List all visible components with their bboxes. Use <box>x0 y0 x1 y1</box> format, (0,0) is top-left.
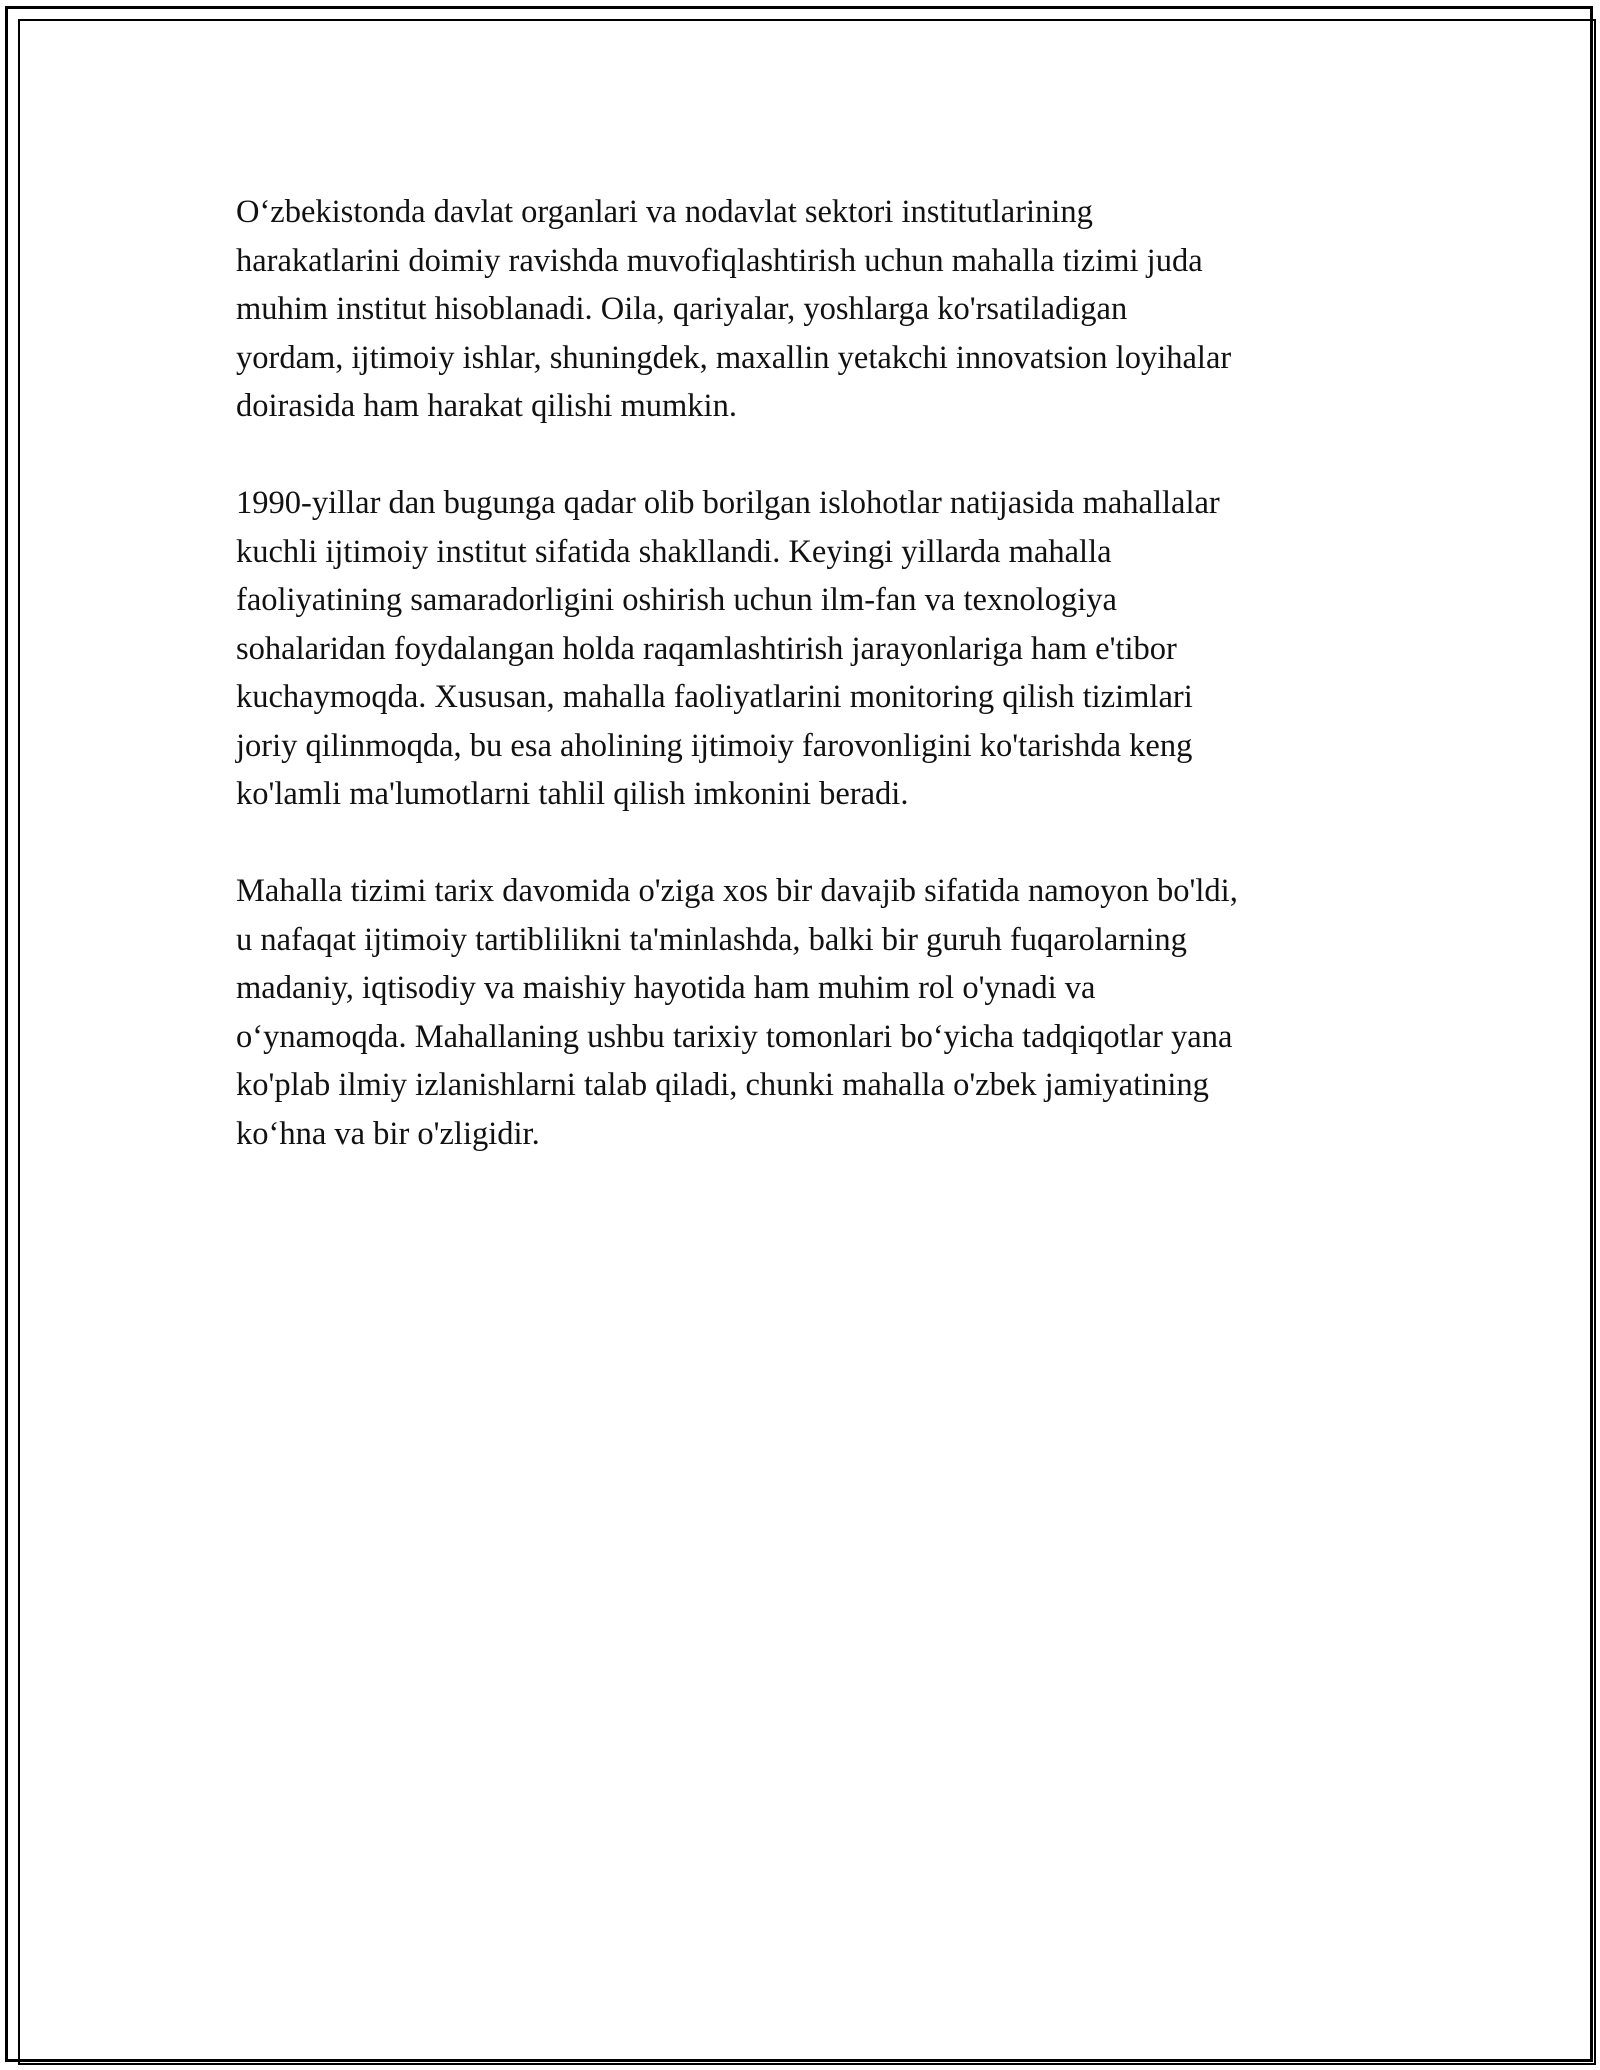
document-body <box>236 188 1396 1207</box>
paragraph-1: O‘zbekistonda davlat organlari va nodavlat sektori institutlarining harakatlarini doimiy ravishda muvofiqlashtirish uchun mahalla tizimi juda muhim institut hisoblanadi. Oila, qariyalar, yoshlarga ko'rsatiladigan yordam, ijtimoiy ishlar, shuningdek, maxallin yetakchi innovatsion loyihalar doirasida ham harakat qilishi mumkin. <box>236 194 1232 424</box>
paragraph-2: 1990-yillar dan bugunga qadar olib borilgan islohotlar natijasida mahallalar kuchli ijtimoiy institut sifatida shakllandi. Keyingi yillarda mahalla faoliyatining samaradorligini oshirish uchun ilm-fan va texnologiya sohalaridan foydalangan holda raqamlashtirish jarayonlariga ham e'tibor kuchaymoqda. Xususan, mahalla faoliyatlarini monitoring qilish tizimlari joriy qilinmoqda, bu esa aholining ijtimoiy farovonligini ko'tarishda keng ko'lamli ma'lumotlarni tahlil qilish imkonini beradi. <box>236 485 1220 812</box>
paragraph-3: Mahalla tizimi tarix davomida o'ziga xos bir davajib sifatida namoyon bo'ldi, u nafaqat ijtimoiy tartiblilikni ta'minlashda, balki bir guruh fuqarolarning madaniy, iqtisodiy va maishiy hayotida ham muhim rol o'ynadi va o‘ynamoqda. Mahallaning ushbu tarixiy tomonlari bo‘yicha tadqiqotlar yana ko'plab ilmiy izlanishlarni talab qiladi, chunki mahalla o'zbek jamiyatining ko‘hna va bir o'zligidir. <box>236 873 1238 1152</box>
